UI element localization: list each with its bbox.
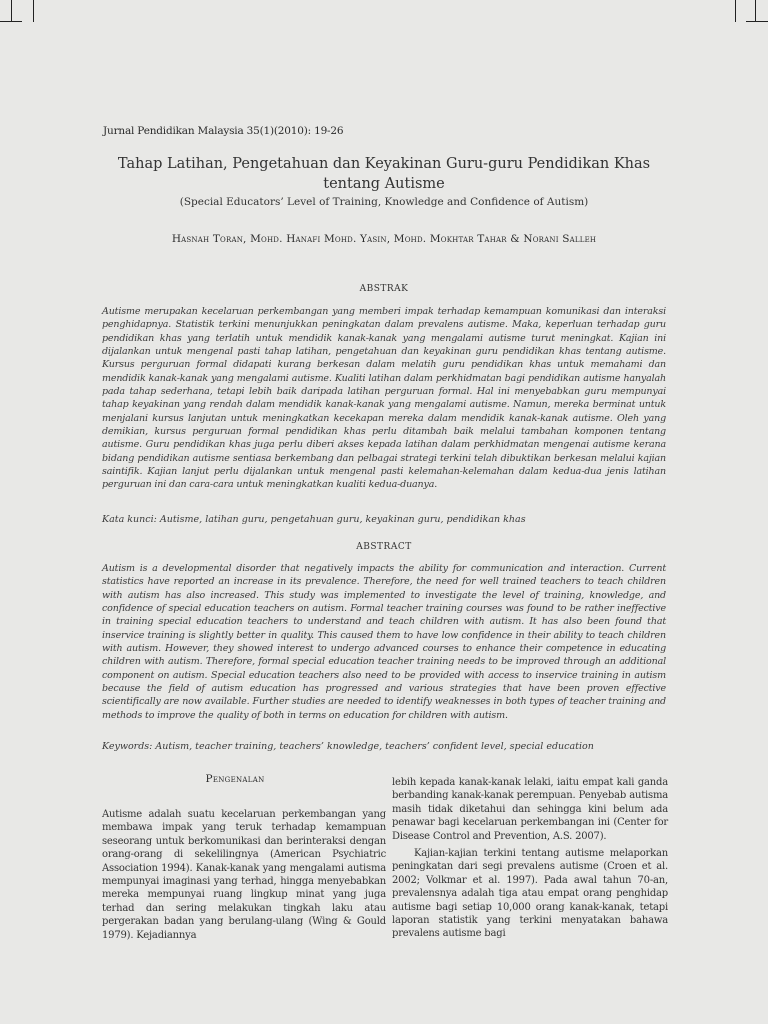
journal-reference: Jurnal Pendidikan Malaysia 35(1)(2010): 19-26: [103, 125, 344, 137]
crop-mark-top-left-v: [11, 0, 12, 22]
abstract-keywords: Keywords: Autism, teacher training, teachers’ knowledge, teachers’ confident level, special education: [102, 741, 594, 752]
body-column-right: [392, 776, 668, 941]
paragraph: Autisme adalah suatu kecelaruan perkembangan yang membawa impak yang teruk terhadap kemampuan seseorang untuk berkomunikasi dan berinteraksi dengan orang-orang di sekelilingnya (American Psychiatric Association 1994). Kanak-kanak yang mengalami autisma mempunyai imaginasi yang terhad, hingga menyebabkan mereka mempunyai ruang lingkup minat yang juga terhad dan sering melakukan tingkah laku atau pergerakan badan yang berulang-ulang (Wing & Gould 1979). Kejadiannya: [102, 809, 386, 941]
body-column-left: [102, 808, 386, 942]
crop-mark-top-right-h: [746, 21, 768, 22]
abstrak-body: Autisme merupakan kecelaruan perkembangan yang memberi impak terhadap kemampuan komunikasi dan interaksi penghidapnya. Statistik terkini menunjukkan peningkatan dalam prevalens autisme. Maka, keperluan terhadap guru pendidikan khas yang terlatih untuk mendidik kanak-kanak yang mengalami autisme turut meningkat. Kajian ini dijalankan untuk mengenal pasti tahap latihan, pengetahuan dan keyakinan guru pendidikan khas tentang autisme. Kursus perguruan formal didapati kurang berkesan dalam melatih guru pendidikan khas untuk memahami dan mendidik kanak-kanak yang mengalami autisme. Kualiti latihan dalam perkhidmatan bagi pendidikan autisme hanyalah pada tahap sederhana, tetapi lebih baik daripada latihan perguruan formal. Hal ini menyebabkan guru mempunyai tahap keyakinan yang rendah dalam mendidik kanak-kanak yang mengalami autisme. Namun, mereka berminat untuk menjalani kursus lanjutan untuk meningkatkan kecekapan mereka dalam mendidik kanak-kanak autisme. Oleh yang demikian, kursus perguruan formal pendidikan khas perlu ditambah baik melalui tambahan komponen tentang autisme. Guru pendidikan khas juga perlu diberi akses kepada latihan dalam perkhidmatan mengenai autisme kerana bidang pendidikan autisme sentiasa berkembang dan pelbagai strategi terkini telah dibuktikan berkesan melalui kajian saintifik. Kajian lanjut perlu dijalankan untuk mengenal pasti kelemahan-kelemahan dalam kedua-dua jenis latihan perguruan ini dan cara-cara untuk meningkatkan kualiti kedua-duanya.: [102, 306, 666, 491]
abstract-heading: ABSTRACT: [356, 542, 412, 552]
crop-mark-top-right-v2: [735, 0, 736, 22]
abstrak-keywords: Kata kunci: Autisme, latihan guru, pengetahuan guru, keyakinan guru, pendidikan khas: [102, 514, 526, 525]
crop-mark-top-left-h: [0, 21, 22, 22]
crop-mark-top-right-v: [755, 0, 756, 22]
crop-mark-top-left-v2: [33, 0, 34, 22]
section-heading-pengenalan: Pengenalan: [205, 773, 265, 785]
paper-title-line1: Tahap Latihan, Pengetahuan dan Keyakinan Guru-guru Pendidikan Khas: [117, 156, 651, 172]
abstrak-heading: ABSTRAK: [359, 284, 409, 294]
paper-subtitle: (Special Educators’ Level of Training, Knowledge and Confidence of Autism): [179, 196, 589, 208]
abstract-body: Autism is a developmental disorder that negatively impacts the ability for communication and interaction. Current statistics have reported an increase in its prevalence. Therefore, the need for well trained teachers to teach children with autism has also increased. This study was implemented to investigate the level of training, knowledge, and confidence of special education teachers on autism. Formal teacher training courses was found to be rather ineffective in training special education teachers to understand and teach children with autism. It has also been found that inservice training is slightly better in quality. This caused them to have low confidence in their ability to teach children with autism. However, they showed interest to undergo advanced courses to enhance their competence in educating children with autism. Therefore, formal special education teacher training needs to be improved through an additional component on autism. Special education teachers also need to be provided with access to inservice training in autism because the field of autism education has progressed and various strategies that have been proven effective scientifically are now available. Further studies are needed to identify weaknesses in both types of teacher training and methods to improve the quality of both in terms on education for children with autism.: [102, 563, 666, 721]
author-list: Hasnah Toran, Mohd. Hanafi Mohd. Yasin, Mohd. Mokhtar Tahar & Norani Salleh: [171, 233, 597, 245]
paragraph: Kajian-kajian terkini tentang autisme melaporkan peningkatan dari segi prevalens autisme (Croen et al. 2002; Volkmar et al. 1997). Pada awal tahun 70-an, prevalensnya adalah tiga atau empat orang penghidap autisme bagi setiap 10,000 orang kanak-kanak, tetapi laporan statistik yang terkini menyatakan bahawa prevalens autisme bagi: [392, 848, 668, 940]
paragraph: lebih kepada kanak-kanak lelaki, iaitu empat kali ganda berbanding kanak-kanak perempuan. Penyebab autisma masih tidak diketahui dan sehingga kini belum ada penawar bagi kecelaruan perkembangan ini (Center for Disease Control and Prevention, A.S. 2007).: [392, 777, 668, 842]
paper-title-line2: tentang Autisme: [323, 176, 445, 192]
